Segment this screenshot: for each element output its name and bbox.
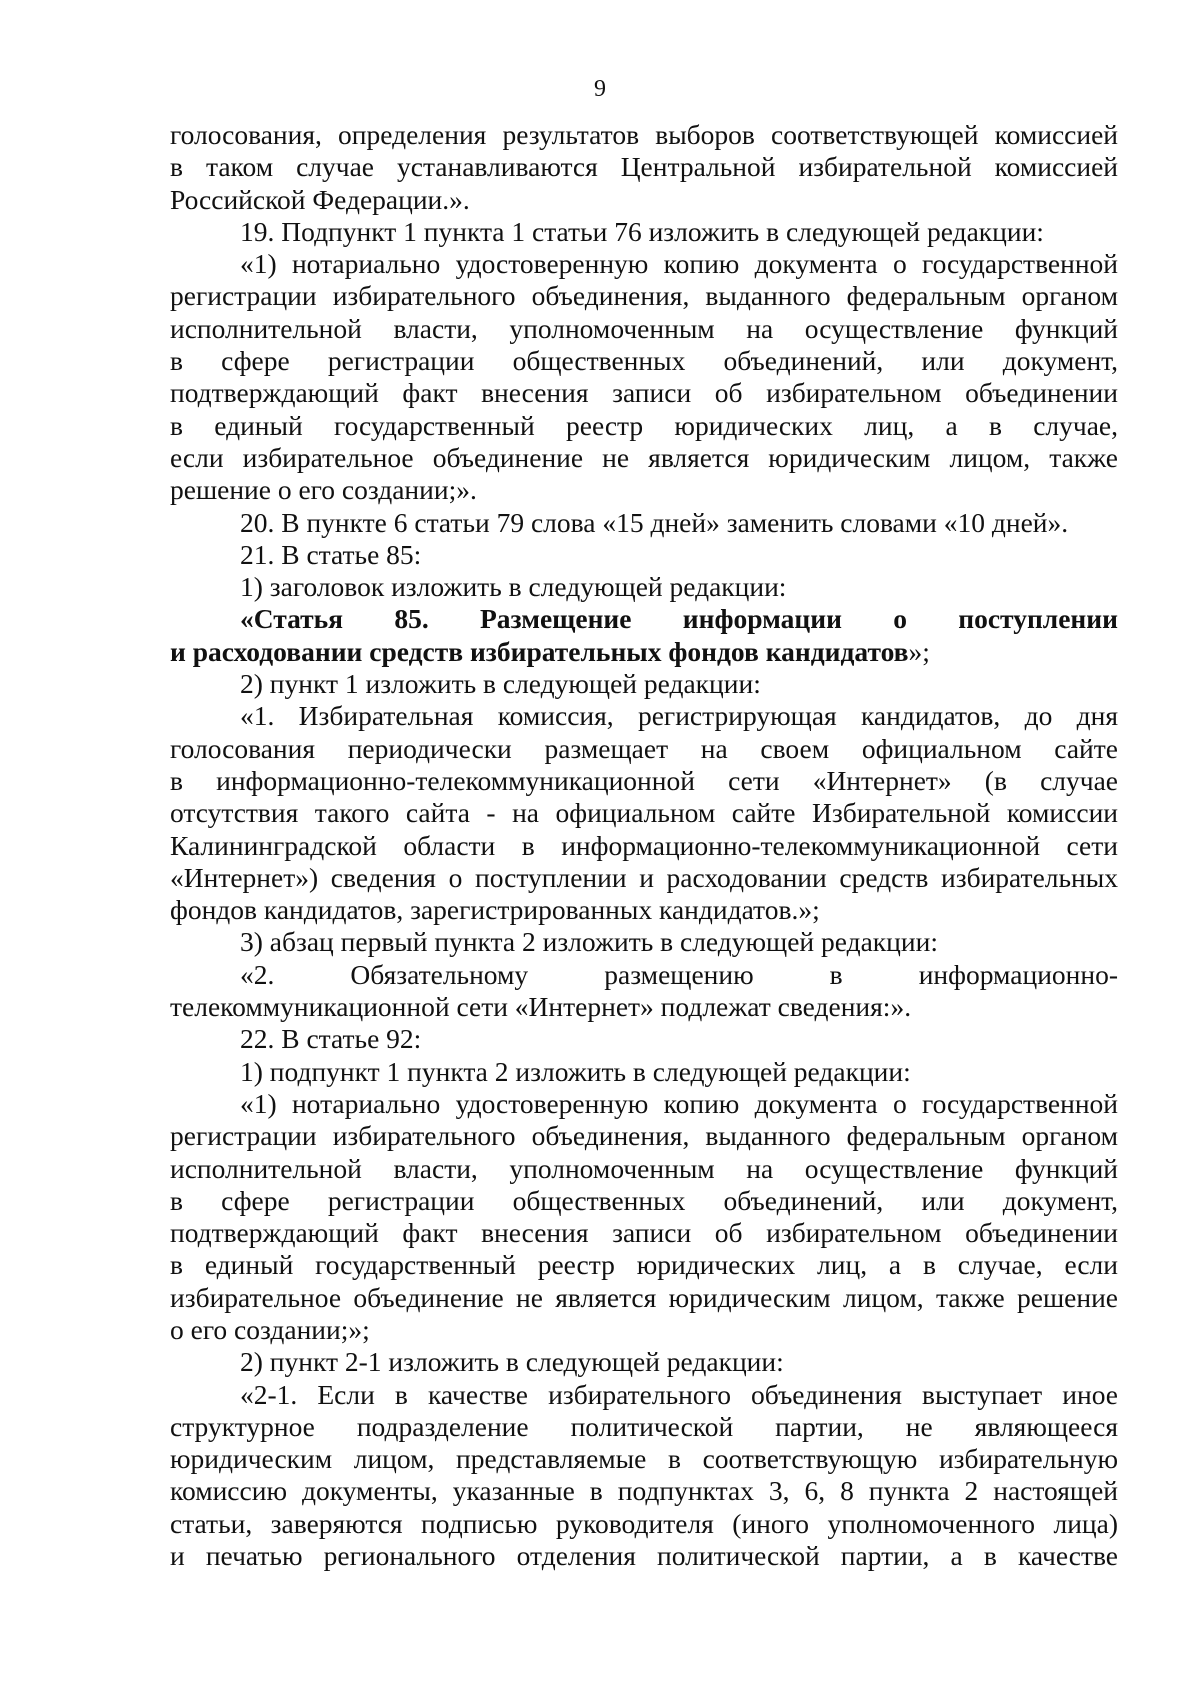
heading-word: Размещение: [480, 603, 632, 635]
heading-word: «Статья: [240, 603, 344, 635]
text-line: «2-1. Если в качестве избирательного объединения выступает иное: [240, 1378, 1118, 1410]
text-line: 19. Подпункт 1 пункта 1 статьи 76 изложить в следующей редакции:: [240, 215, 1044, 247]
text-line: 2) пункт 1 изложить в следующей редакции:: [240, 668, 761, 700]
text-line: в сфере регистрации общественных объединений, или документ,: [170, 345, 1118, 377]
heading-line-2: [170, 636, 1118, 668]
text-line: подтверждающий факт внесения записи об избирательном объединении: [170, 377, 1118, 409]
heading-line-2-tail: »;: [908, 635, 930, 667]
text-line: подтверждающий факт внесения записи об избирательном объединении: [170, 1217, 1118, 1249]
text-line: 1) заголовок изложить в следующей редакции:: [240, 571, 787, 603]
text-line: юридическим лицом, представляемые в соответствующую избирательную: [170, 1443, 1118, 1475]
text-line: исполнительной власти, уполномоченным на осуществление функций: [170, 1152, 1118, 1184]
paragraph: [170, 248, 1118, 506]
text-line: 22. В статье 92:: [240, 1023, 422, 1055]
text-line: «1) нотариально удостоверенную копию документа о государственной: [240, 1087, 1118, 1119]
heading-word: о: [893, 603, 907, 635]
paragraph: [170, 539, 1118, 571]
text-line: фондов кандидатов, зарегистрированных кандидатов.»;: [170, 894, 820, 926]
text-line: «1) нотариально удостоверенную копию документа о государственной: [240, 248, 1118, 280]
text-line: и печатью регионального отделения политической партии, а в качестве: [170, 1540, 1118, 1572]
text-line: 3) абзац первый пункта 2 изложить в следующей редакции:: [240, 926, 938, 958]
heading-line-2-text: и расходовании средств избирательных фондов кандидатов: [170, 635, 909, 667]
text-line: в единый государственный реестр юридических лиц, а в случае,: [170, 409, 1118, 441]
article-heading: [170, 603, 1118, 668]
text-line: телекоммуникационной сети «Интернет» подлежат сведения:».: [170, 991, 912, 1023]
text-line: в информационно-телекоммуникационной сети «Интернет» (в случае: [170, 764, 1118, 796]
paragraph: [170, 926, 1118, 958]
paragraph: [170, 1379, 1118, 1573]
paragraph: [170, 216, 1118, 248]
text-line: регистрации избирательного объединения, выданного федеральным органом: [170, 1120, 1118, 1152]
paragraph: [170, 959, 1118, 1024]
document-body: [170, 119, 1118, 1572]
text-line: 2) пункт 2-1 изложить в следующей редакции:: [240, 1346, 784, 1378]
text-line: в сфере регистрации общественных объединений, или документ,: [170, 1184, 1118, 1216]
text-line: в таком случае устанавливаются Центральной избирательной комиссией: [170, 151, 1118, 183]
text-line: если избирательное объединение не является юридическим лицом, также: [170, 441, 1118, 473]
paragraph: [170, 1023, 1118, 1055]
text-line: решение о его создании;».: [170, 474, 477, 506]
paragraph: [170, 1056, 1118, 1088]
paragraph: [170, 571, 1118, 603]
text-line: о его создании;»;: [170, 1313, 370, 1345]
text-line: «2. Обязательному размещению в информационно-: [240, 958, 1118, 990]
text-line: избирательное объединение не является юридическим лицом, также решение: [170, 1281, 1118, 1313]
text-line: статьи, заверяются подписью руководителя (иного уполномоченного лица): [170, 1507, 1118, 1539]
paragraph: [170, 700, 1118, 926]
heading-word: информации: [682, 603, 842, 635]
page-number: 9: [594, 76, 606, 102]
text-line: в единый государственный реестр юридических лиц, а в случае, если: [170, 1249, 1118, 1281]
text-line: отсутствия такого сайта - на официальном сайте Избирательной комиссии: [170, 797, 1118, 829]
text-line: «Интернет») сведения о поступлении и расходовании средств избирательных: [170, 861, 1118, 893]
text-line: 21. В статье 85:: [240, 538, 422, 570]
paragraph: [170, 119, 1118, 216]
paragraph: [170, 1088, 1118, 1346]
heading-word: 85.: [394, 603, 429, 635]
heading-word: поступлении: [958, 603, 1118, 635]
paragraph: [170, 507, 1118, 539]
text-line: исполнительной власти, уполномоченным на осуществление функций: [170, 312, 1118, 344]
text-line: 1) подпункт 1 пункта 2 изложить в следующей редакции:: [240, 1055, 911, 1087]
text-line: Российской Федерации.».: [170, 183, 470, 215]
text-line: регистрации избирательного объединения, выданного федеральным органом: [170, 280, 1118, 312]
text-line: комиссию документы, указанные в подпунктах 3, 6, 8 пункта 2 настоящей: [170, 1475, 1118, 1507]
text-line: 20. В пункте 6 статьи 79 слова «15 дней» заменить словами «10 дней».: [240, 506, 1069, 538]
text-line: голосования периодически размещает на своем официальном сайте: [170, 732, 1118, 764]
text-line: структурное подразделение политической партии, не являющееся: [170, 1410, 1118, 1442]
text-line: «1. Избирательная комиссия, регистрирующая кандидатов, до дня: [240, 700, 1118, 732]
text-line: Калининградской области в информационно-телекоммуникационной сети: [170, 829, 1118, 861]
paragraph: [170, 668, 1118, 700]
text-line: голосования, определения результатов выборов соответствующей комиссией: [170, 119, 1118, 150]
paragraph: [170, 1346, 1118, 1378]
heading-line-1: [170, 603, 1118, 635]
